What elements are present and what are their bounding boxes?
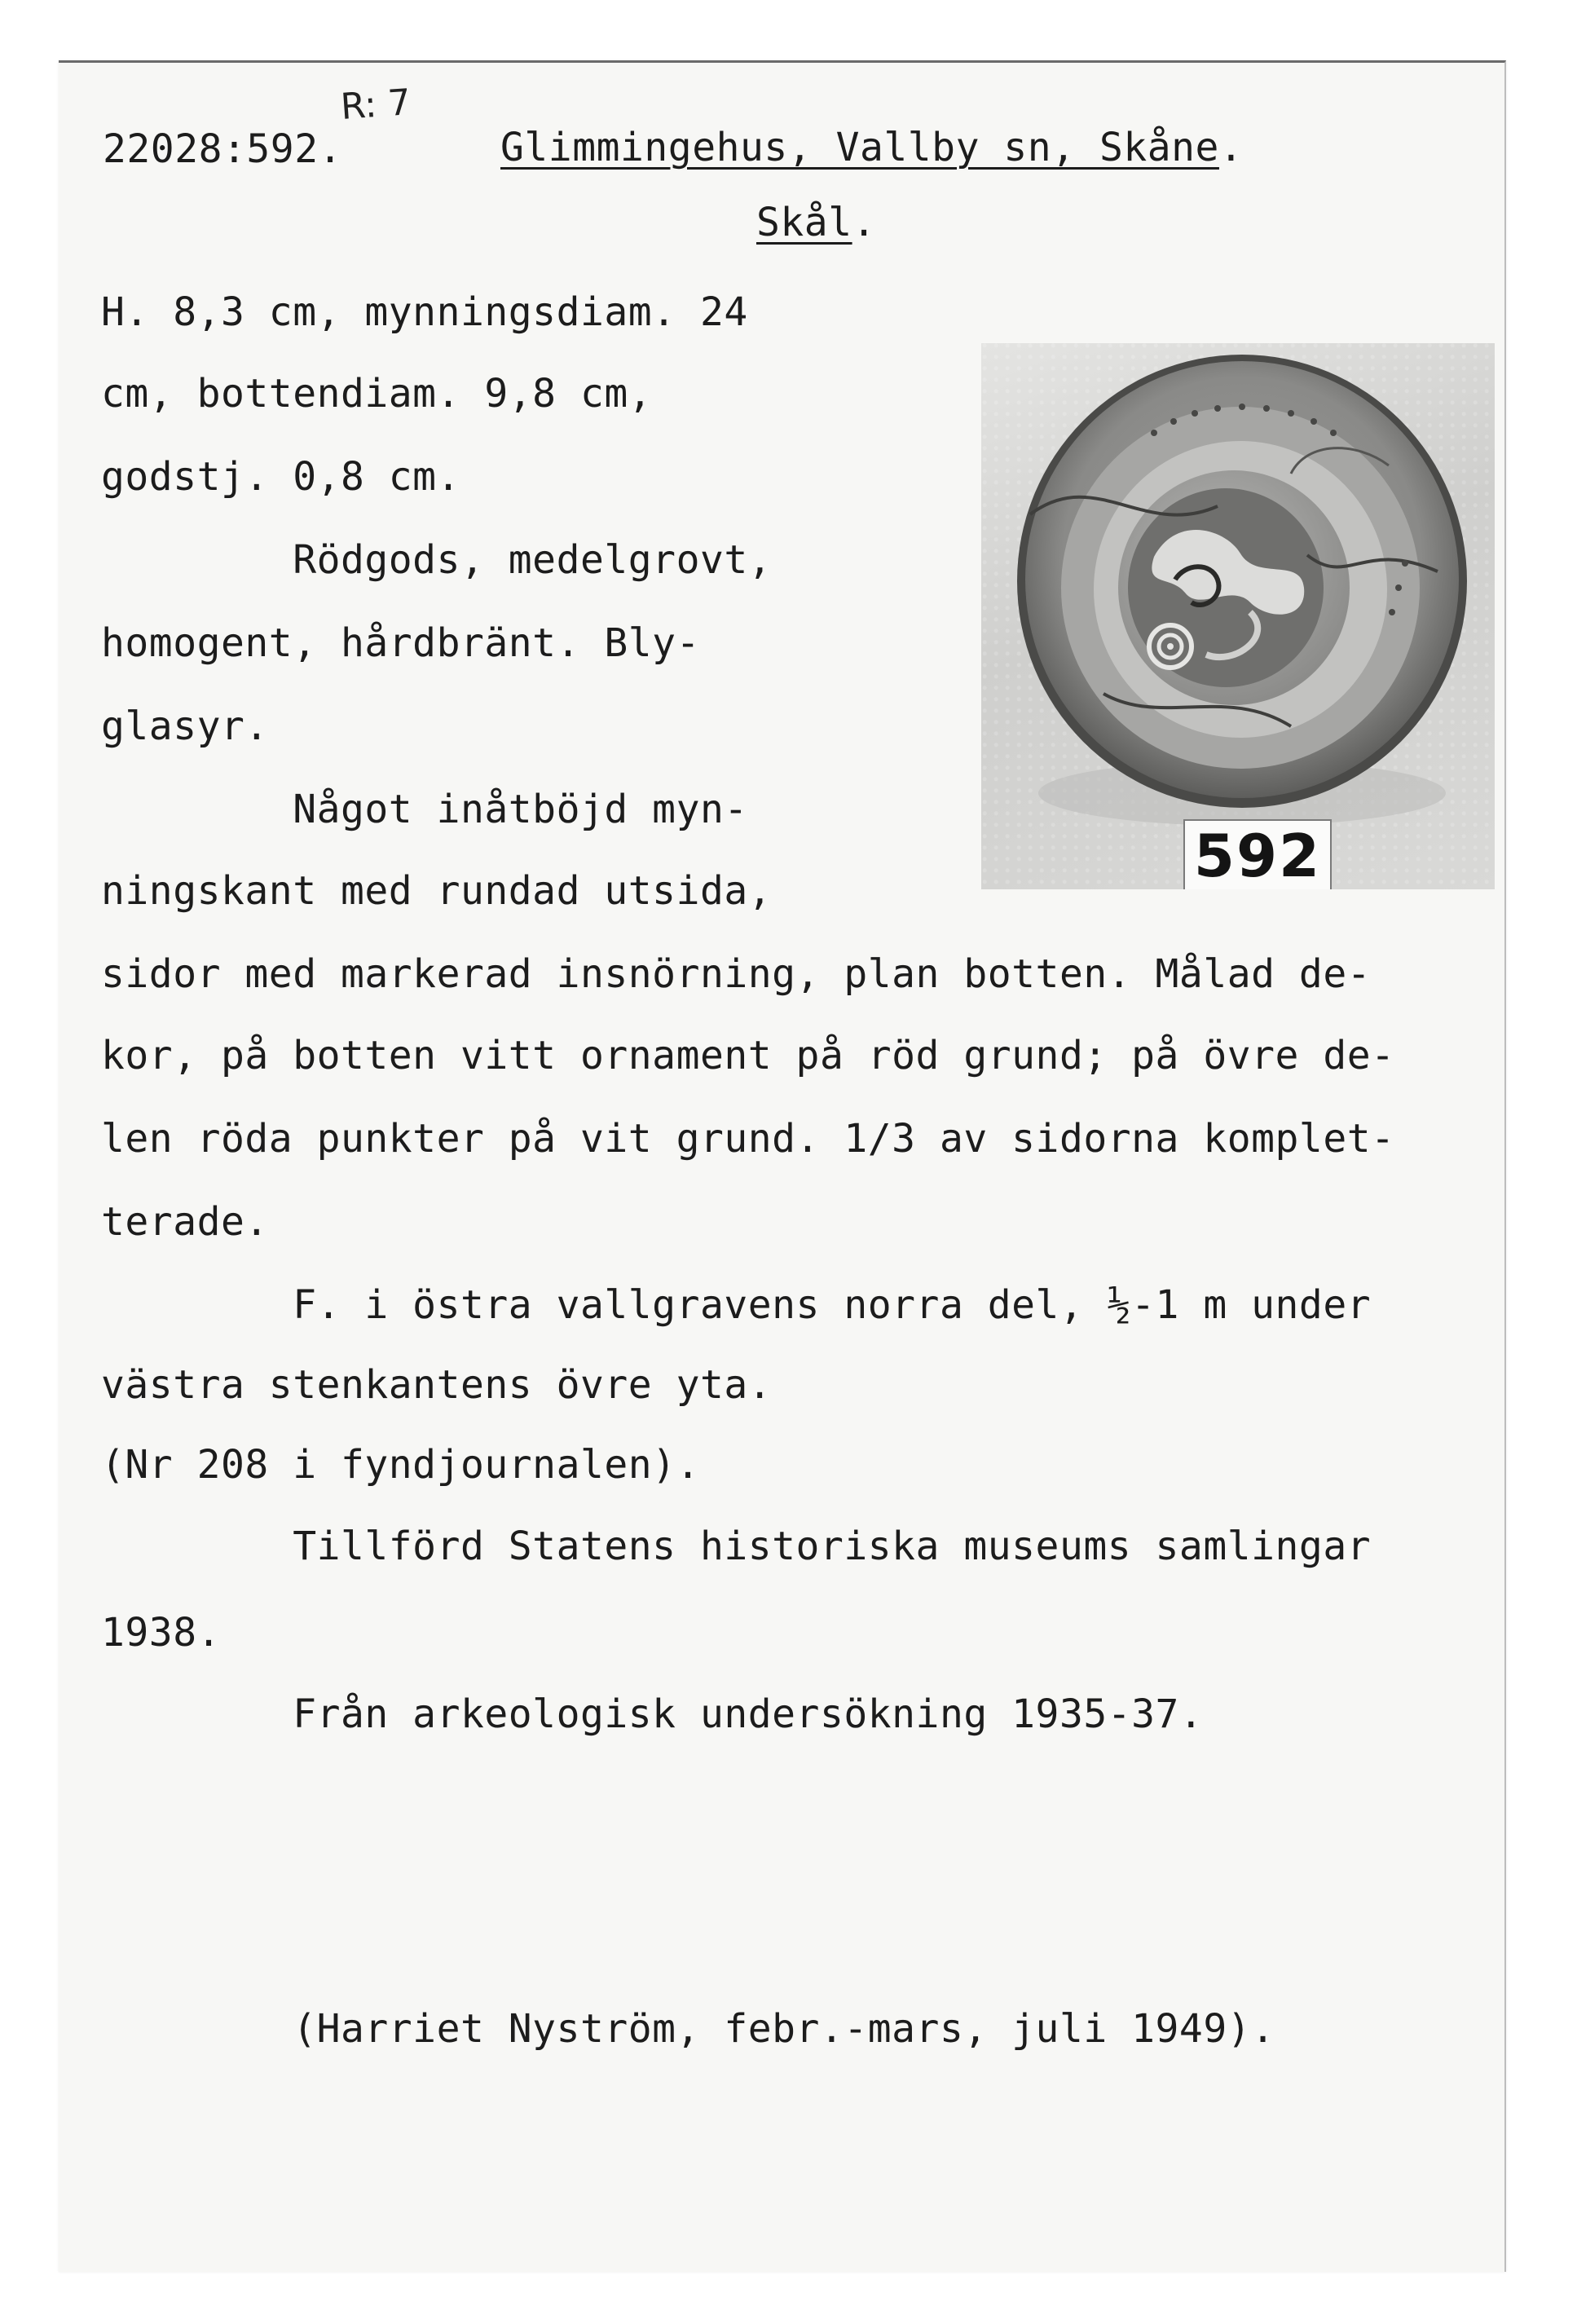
body-line: Något inåtböjd myn-	[101, 787, 748, 832]
site-name: Glimmingehus, Vallby sn, Skåne	[500, 125, 1219, 170]
body-line: Tillförd Statens historiska museums samlingar	[101, 1524, 1372, 1569]
handwritten-mark: R: 7	[339, 82, 412, 128]
body-line: glasyr.	[101, 703, 269, 749]
body-line: sidor med markerad insnörning, plan botten. Målad de-	[101, 951, 1372, 997]
body-line: 1938.	[101, 1610, 221, 1656]
body-line: terade.	[101, 1199, 269, 1245]
body-line: Rödgods, medelgrovt,	[101, 537, 773, 583]
body-line: len röda punkter på vit grund. 1/3 av sidorna komplet-	[101, 1116, 1395, 1162]
object-period: .	[852, 200, 876, 245]
body-line: godstj. 0,8 cm.	[101, 454, 460, 500]
body-line: ningskant med rundad utsida,	[101, 868, 773, 914]
body-line: F. i östra vallgravens norra del, ½-1 m under	[101, 1282, 1372, 1328]
photo-number-label: 592	[1183, 819, 1332, 889]
body-line: västra stenkantens övre yta.	[101, 1362, 773, 1408]
object-heading	[756, 200, 876, 245]
body-line: H. 8,3 cm, mynningsdiam. 24	[101, 289, 748, 335]
bowl-photograph	[981, 343, 1495, 889]
body-line: cm, bottendiam. 9,8 cm,	[101, 371, 653, 417]
author-line: (Harriet Nyström, febr.-mars, juli 1949).	[101, 2006, 1275, 2052]
body-line: homogent, hårdbränt. Bly-	[101, 620, 700, 666]
bowl-illustration	[981, 343, 1495, 889]
inventory-number: 22028:592.	[103, 126, 342, 172]
site-heading	[500, 125, 1244, 170]
object-name: Skål	[756, 200, 852, 245]
catalog-card	[59, 60, 1506, 2272]
site-period: .	[1218, 125, 1244, 170]
body-line: kor, på botten vitt ornament på röd grund; på övre de-	[101, 1033, 1395, 1078]
body-line: (Nr 208 i fyndjournalen).	[101, 1442, 700, 1488]
body-line: Från arkeologisk undersökning 1935-37.	[101, 1691, 1204, 1737]
